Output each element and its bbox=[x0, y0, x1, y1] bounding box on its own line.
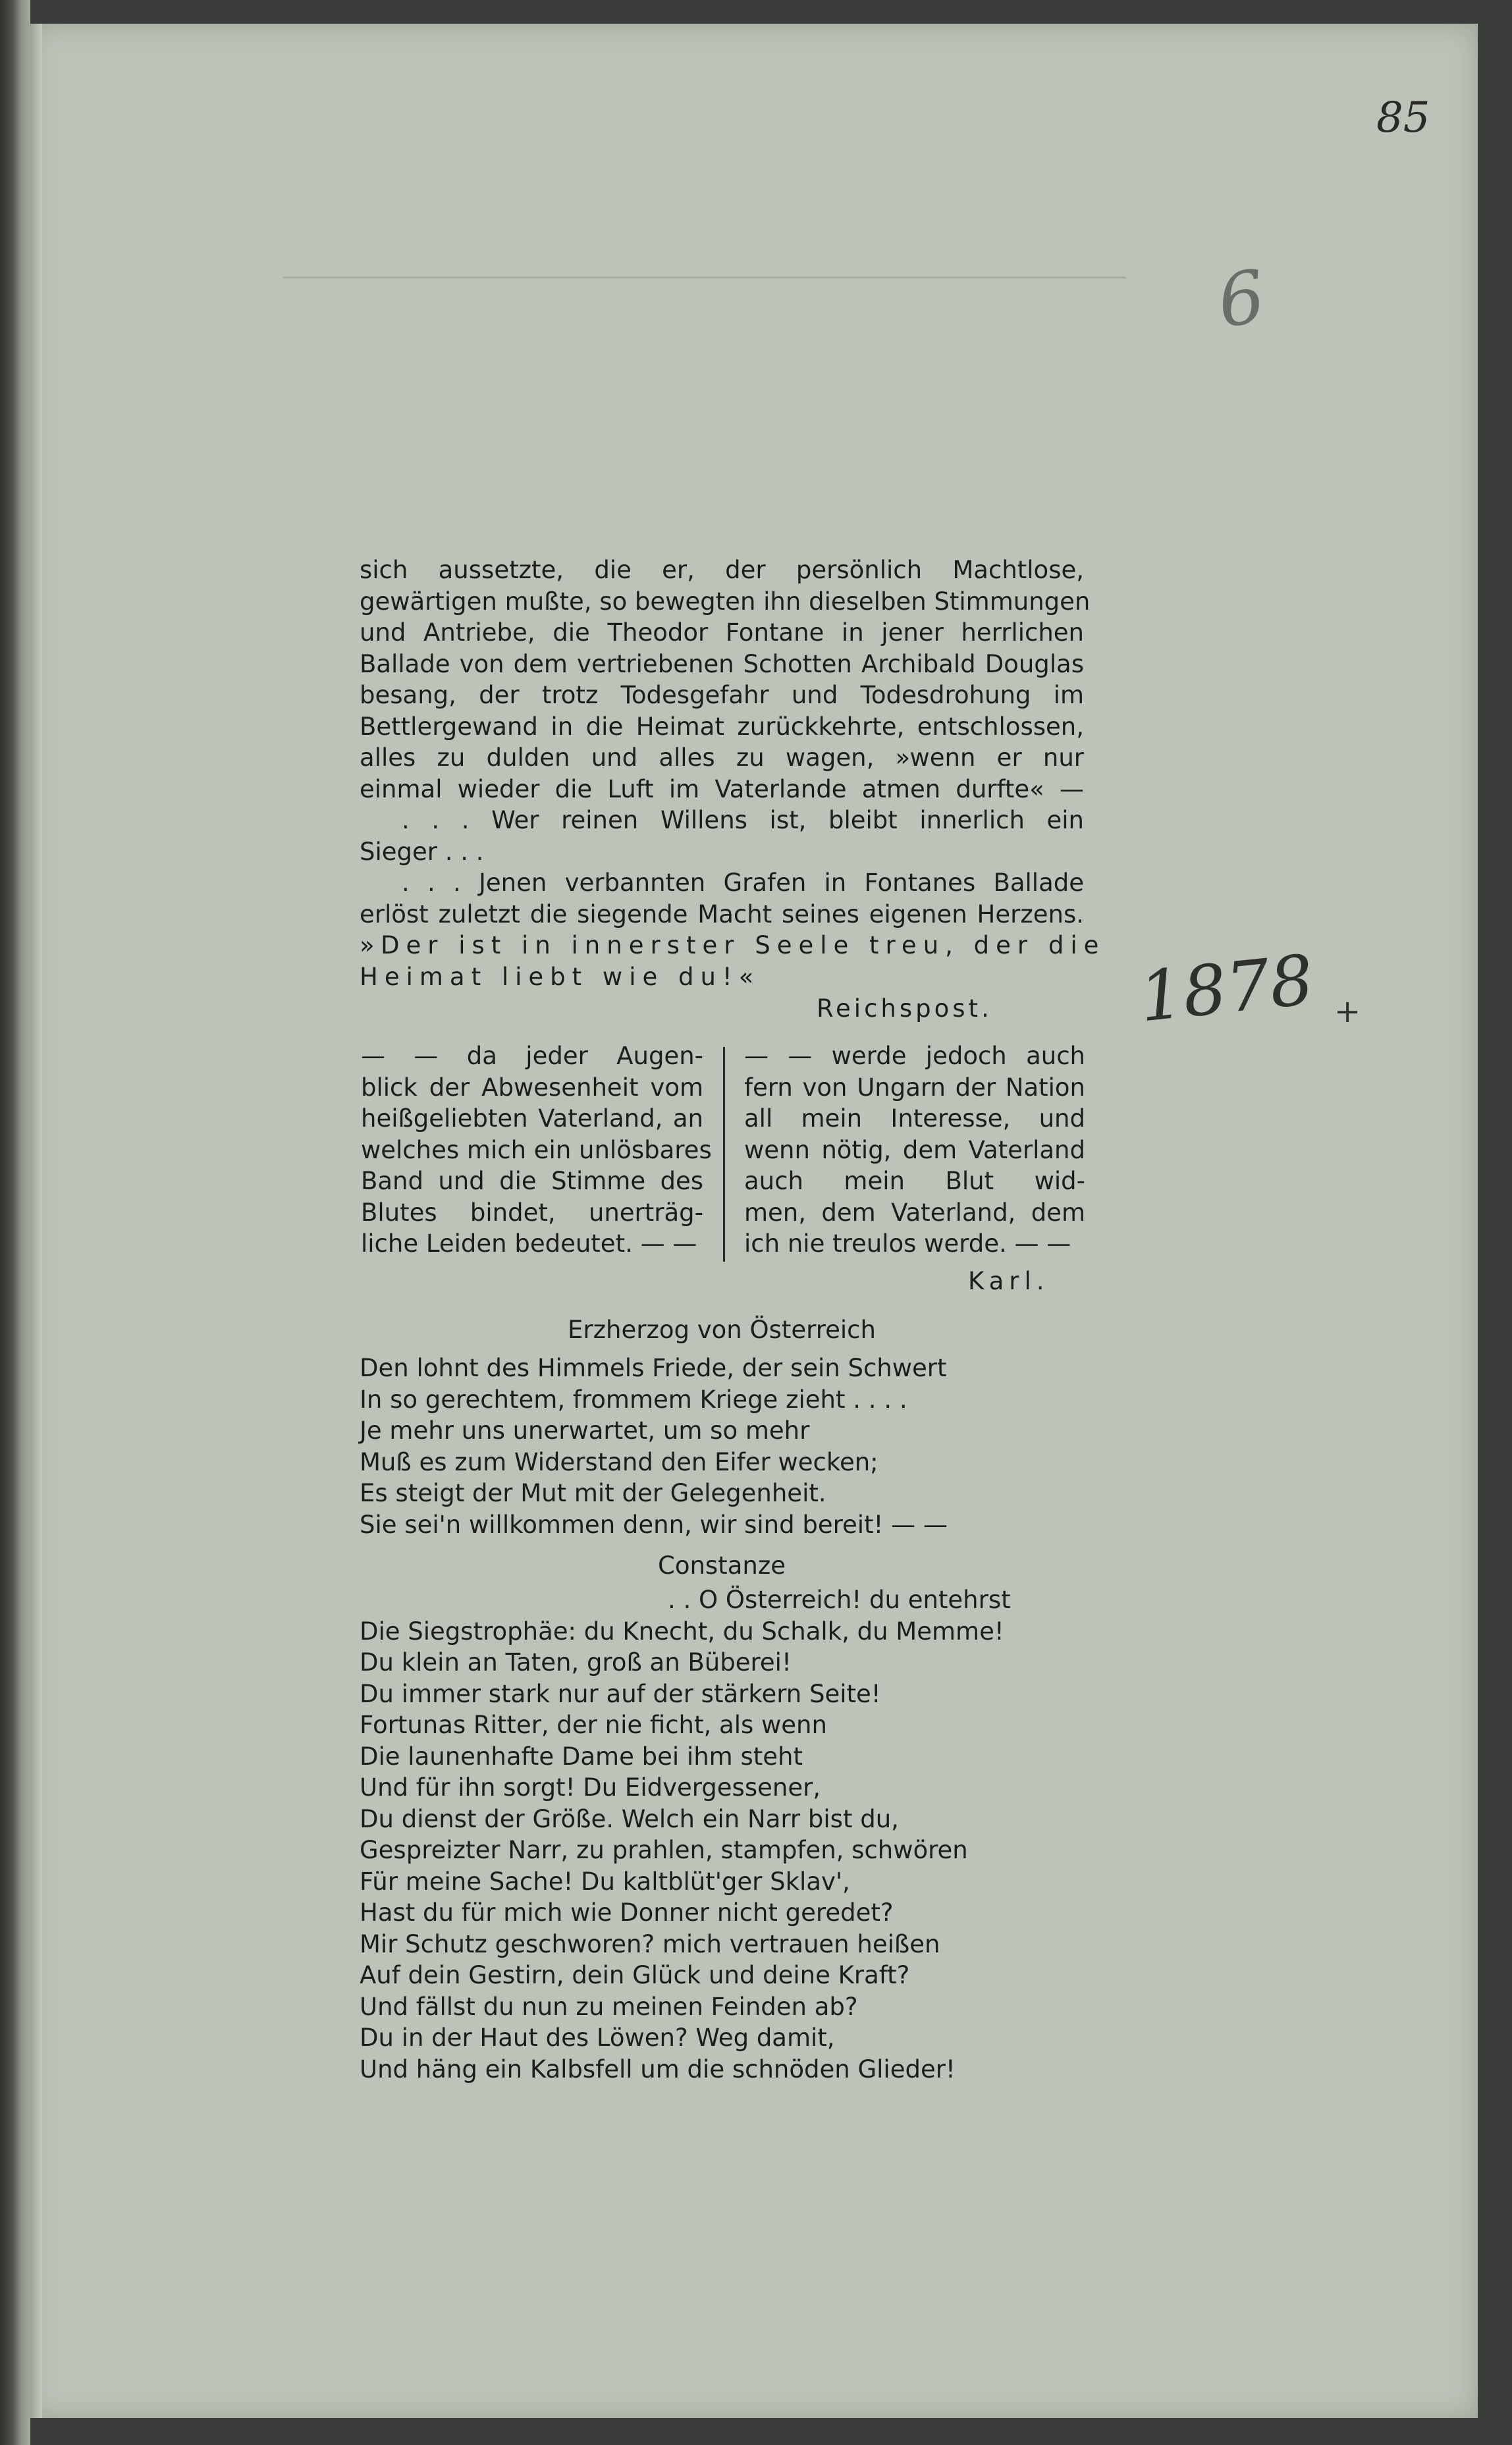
quote-line: blick der Abwesenheit vom bbox=[361, 1073, 703, 1102]
speaker-heading: Erzherzog von Österreich bbox=[568, 1316, 876, 1344]
verse-line: Du in der Haut des Löwen? Weg damit, bbox=[360, 2024, 835, 2052]
prose-line: Ballade von dem vertriebenen Schotten Archibald Douglas bbox=[360, 649, 1084, 678]
handwritten-mark: + bbox=[1334, 993, 1361, 1030]
prose-line: »Der ist in innerster Seele treu, der die bbox=[360, 931, 1106, 959]
verse-line: Du immer stark nur auf der stärkern Seite! bbox=[360, 1679, 881, 1708]
verse-line: Die Siegstrophäe: du Knecht, du Schalk, du Memme! bbox=[360, 1617, 1004, 1646]
quote-line: auch mein Blut wid- bbox=[744, 1167, 1085, 1195]
quote-line: fern von Ungarn der Nation bbox=[744, 1073, 1085, 1102]
signature: Karl. bbox=[968, 1267, 1050, 1295]
verse-line: Mir Schutz geschworen? mich vertrauen heißen bbox=[360, 1929, 940, 1958]
verse-block bbox=[360, 1584, 1011, 2085]
quote-column-right bbox=[744, 1040, 1085, 1260]
quote-line: ich nie treulos werde. — — bbox=[744, 1229, 1071, 1258]
verse-line: In so gerechtem, frommem Kriege zieht . . . . bbox=[360, 1385, 907, 1414]
prose-block bbox=[360, 554, 1106, 992]
page-gutter bbox=[30, 24, 42, 2418]
quote-line: men, dem Vaterland, dem bbox=[744, 1198, 1085, 1227]
quote-line: welches mich ein unlösbares bbox=[361, 1135, 712, 1164]
verse-line: Für meine Sache! Du kaltblüt'ger Sklav', bbox=[360, 1867, 850, 1896]
quote-line: heißgeliebten Vaterland, an bbox=[361, 1104, 703, 1133]
handwritten-note: 1878 bbox=[1135, 939, 1318, 1038]
bleed-through-rule bbox=[283, 277, 1126, 279]
prose-line: alles zu dulden und alles zu wagen, »wenn er nur bbox=[360, 743, 1084, 772]
quote-line: all mein Interesse, und bbox=[744, 1104, 1085, 1133]
prose-line: . . . Jenen verbannten Grafen in Fontanes Ballade bbox=[402, 869, 1084, 897]
verse-line: Du klein an Taten, groß an Büberei! bbox=[360, 1648, 792, 1677]
folio-number: 85 bbox=[1376, 94, 1430, 142]
column-divider bbox=[723, 1047, 725, 1262]
verse-line: . . O Österreich! du entehrst bbox=[668, 1586, 1011, 1614]
verse-line: Es steigt der Mut mit der Gelegenheit. bbox=[360, 1479, 826, 1507]
pencil-mark: 6 bbox=[1212, 254, 1270, 344]
prose-line: sich aussetzte, die er, der persönlich Machtlose, bbox=[360, 556, 1084, 584]
prose-line: gewärtigen mußte, so bewegten ihn dieselben Stimmungen bbox=[360, 587, 1091, 616]
verse-line: Auf dein Gestirn, dein Glück und deine Kraft? bbox=[360, 1961, 910, 1989]
verse-line: Den lohnt des Himmels Friede, der sein Schwert bbox=[360, 1354, 947, 1382]
verse-line: Die launenhafte Dame bei ihm steht bbox=[360, 1742, 803, 1771]
verse-line: Je mehr uns unerwartet, um so mehr bbox=[360, 1416, 810, 1445]
prose-line: . . . Wer reinen Willens ist, bleibt innerlich ein bbox=[402, 806, 1084, 834]
prose-line: und Antriebe, die Theodor Fontane in jener herrlichen bbox=[360, 618, 1084, 647]
quote-line: Band und die Stimme des bbox=[361, 1167, 703, 1195]
verse-line: Fortunas Ritter, der nie ficht, als wenn bbox=[360, 1711, 827, 1739]
quote-line: wenn nötig, dem Vaterland bbox=[744, 1135, 1085, 1164]
verse-line: Sie sei'n willkommen denn, wir sind bereit! — — bbox=[360, 1510, 948, 1539]
quote-line: Blutes bindet, unerträg- bbox=[361, 1198, 703, 1227]
prose-line: Heimat liebt wie du!« bbox=[360, 962, 761, 991]
prose-line: Sieger . . . bbox=[360, 837, 484, 866]
quote-line: — — werde jedoch auch bbox=[744, 1042, 1085, 1070]
verse-line: Und für ihn sorgt! Du Eidvergessener, bbox=[360, 1773, 821, 1802]
source-attribution: Reichspost. bbox=[817, 994, 992, 1023]
verse-line: Hast du für mich wie Donner nicht geredet? bbox=[360, 1898, 894, 1927]
prose-line: Bettlergewand in die Heimat zurückkehrte, entschlossen, bbox=[360, 712, 1084, 741]
prose-line: erlöst zuletzt die siegende Macht seines eigenen Herzens. bbox=[360, 900, 1084, 928]
speaker-heading: Constanze bbox=[657, 1551, 786, 1580]
book-binding bbox=[0, 0, 30, 2445]
quote-line: — — da jeder Augen- bbox=[361, 1042, 703, 1070]
verse-line: Und häng ein Kalbsfell um die schnöden Glieder! bbox=[360, 2055, 956, 2083]
prose-line: besang, der trotz Todesgefahr und Todesdrohung im bbox=[360, 681, 1084, 709]
quote-column-left bbox=[361, 1040, 712, 1260]
verse-line: Und fällst du nun zu meinen Feinden ab? bbox=[360, 1992, 858, 2021]
verse-line: Du dienst der Größe. Welch ein Narr bist du, bbox=[360, 1804, 899, 1833]
verse-line: Gespreizter Narr, zu prahlen, stampfen, schwören bbox=[360, 1836, 968, 1864]
verse-block bbox=[360, 1353, 948, 1540]
prose-line: einmal wieder die Luft im Vaterlande atmen durfte« — bbox=[360, 774, 1084, 803]
verse-line: Muß es zum Widerstand den Eifer wecken; bbox=[360, 1447, 878, 1476]
quote-line: liche Leiden bedeutet. — — bbox=[361, 1229, 697, 1258]
